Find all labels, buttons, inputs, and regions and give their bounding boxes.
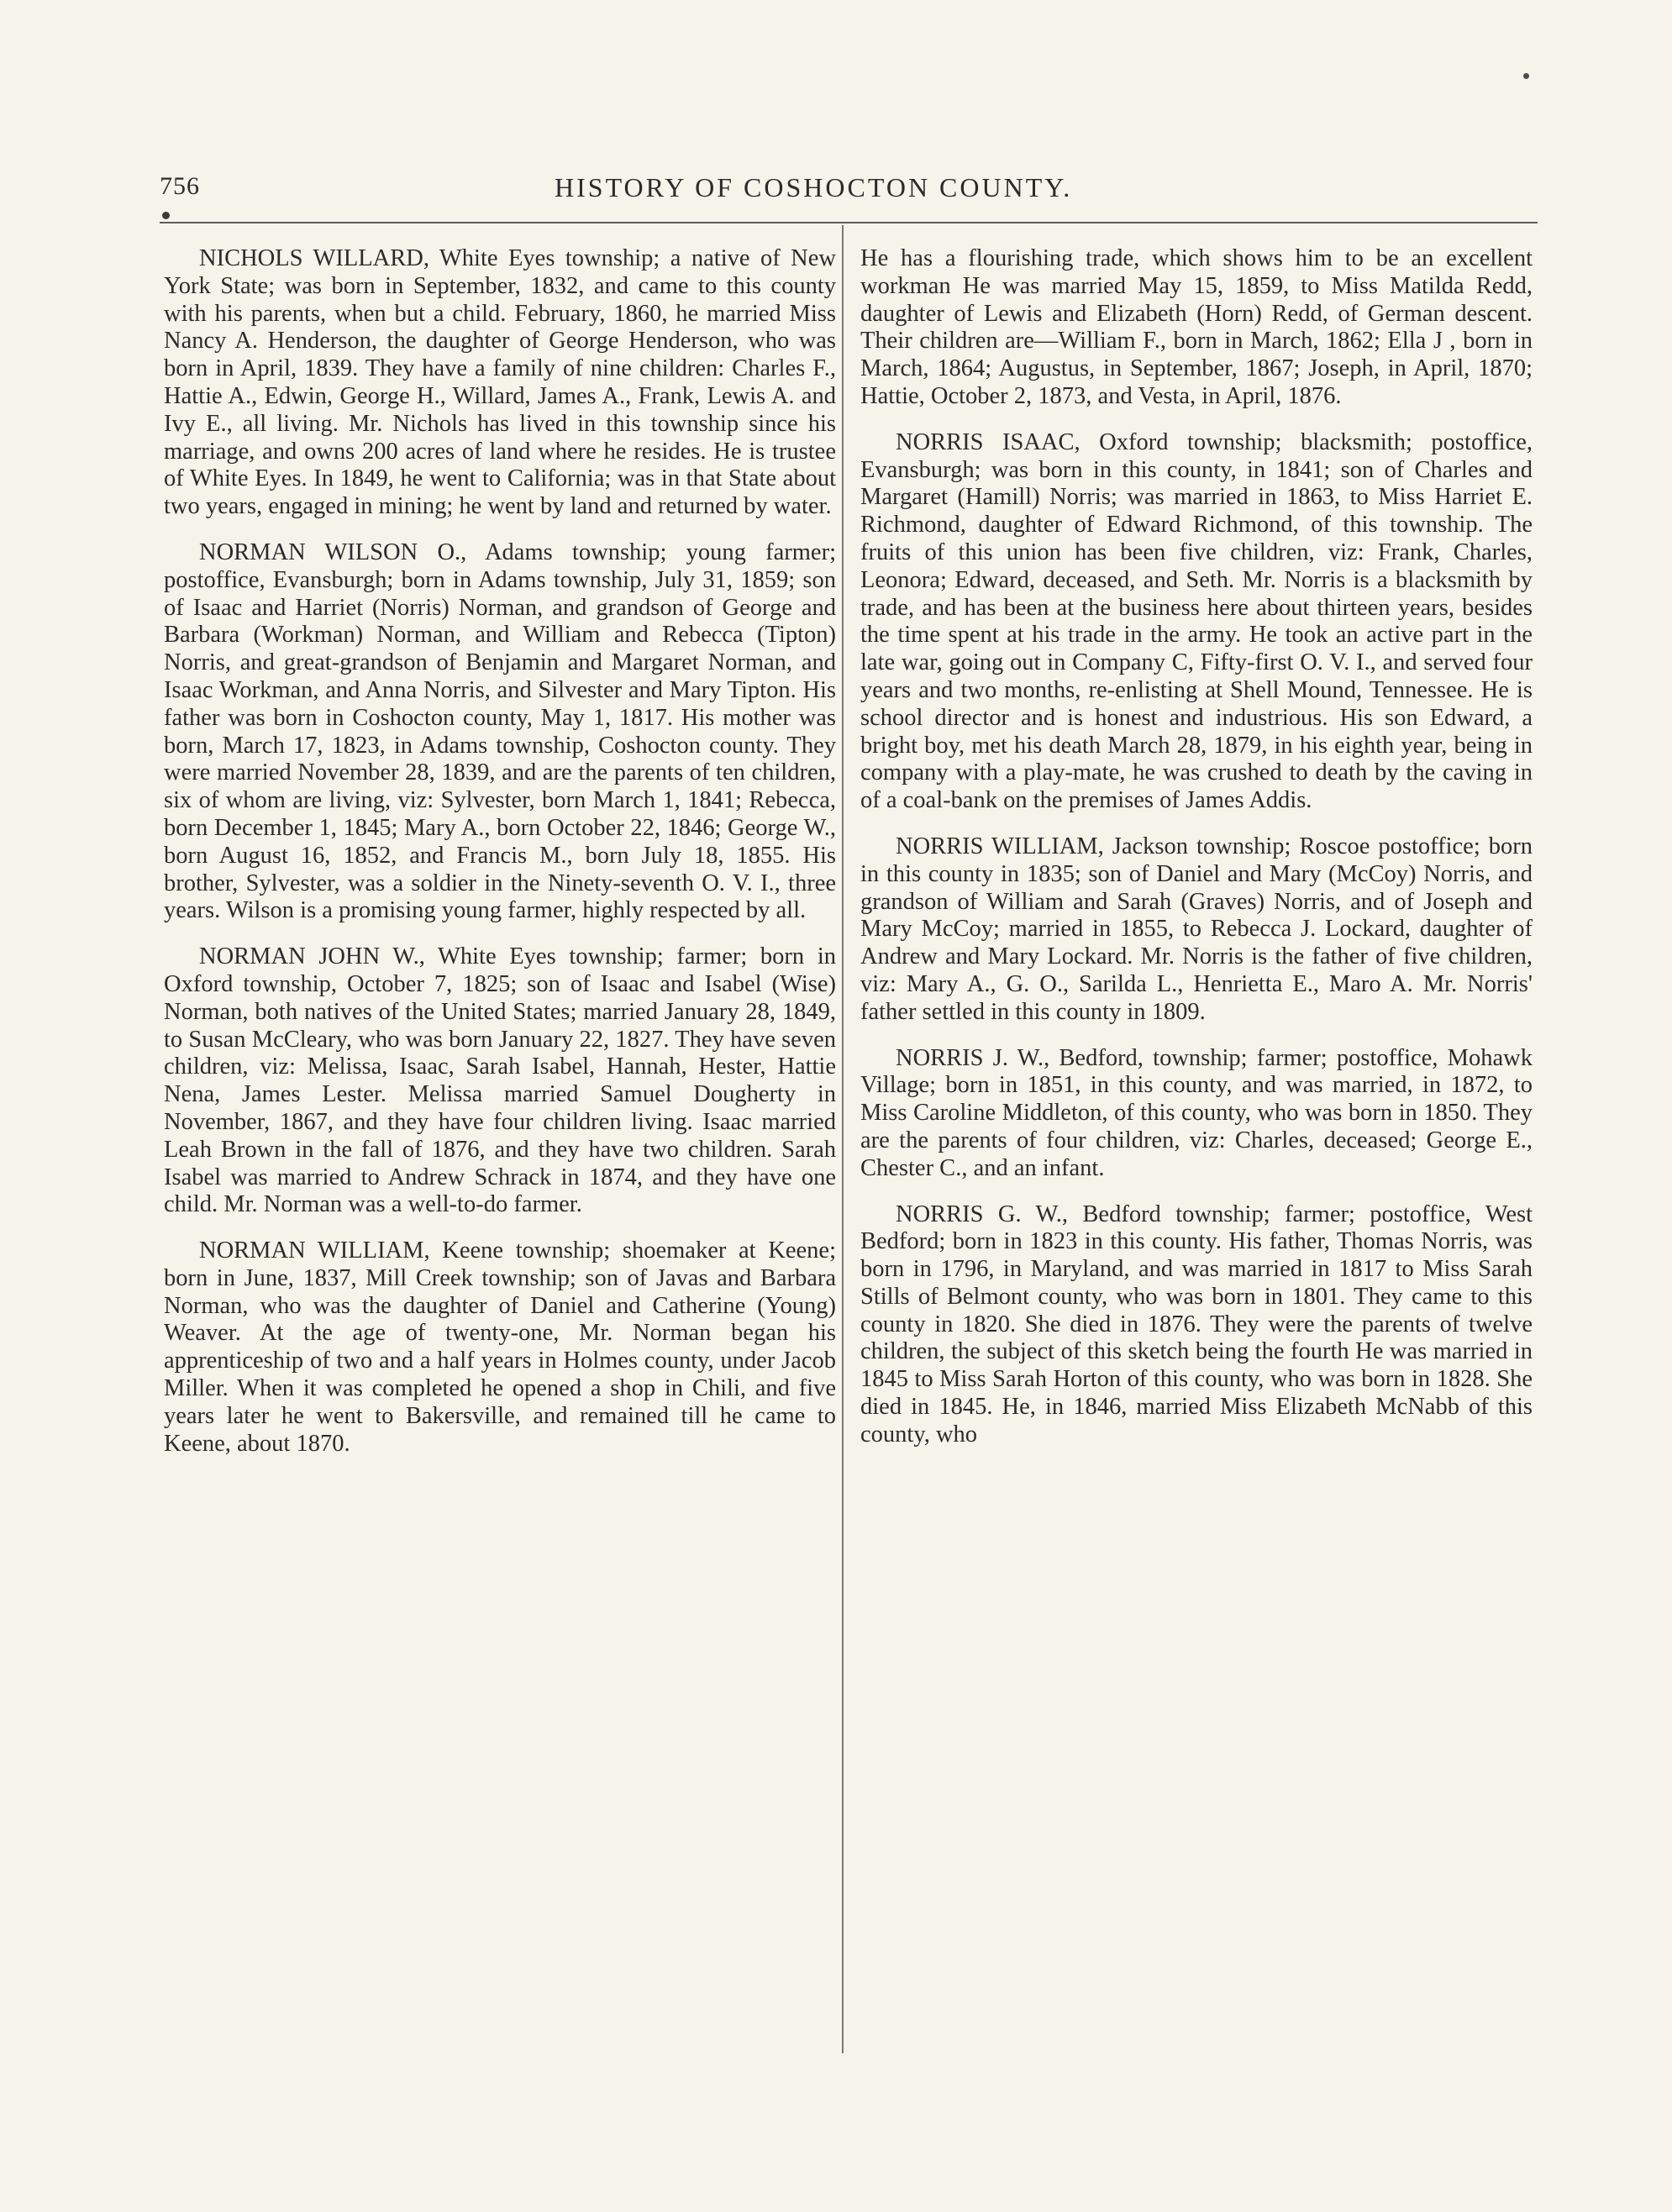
biography-entry: NICHOLS WILLARD, White Eyes township; a native of New York State; was born in September, 1832, and came to this county with his parents, when but a child. February, 1860, he married Miss Nancy A. Henderson, the daughter of George Henderson, who was born in April, 1839. They have a family of nine children: Charles F., Hattie A., Edwin, George H., Willard, James A., Frank, Lewis A. and Ivy E., all living. Mr. Nichols has lived in this township since his marriage, and owns 200 acres of land where he resides. He is trustee of White Eyes. In 1849, he went to California; was in that State about two years, engaged in mining; he went by land and returned by water. <box>164 245 836 520</box>
page-number: 756 <box>160 172 200 200</box>
running-title: HISTORY OF COSHOCTON COUNTY. <box>555 172 1073 202</box>
ink-speck <box>1523 73 1529 79</box>
header-bullet <box>162 212 170 219</box>
biography-entry: NORRIS J. W., Bedford, township; farmer; postoffice, Mohawk Village; born in 1851, in this county, and was married, in 1872, to Miss Caroline Middleton, of this county, who was born in 1850. They are the parents of four children, viz: Charles, deceased; George E., Chester C., and an infant. <box>860 1044 1533 1181</box>
page-header <box>160 172 1538 211</box>
biography-entry: NORRIS WILLIAM, Jackson township; Roscoe postoffice; born in this county in 1835; son of Daniel and Mary (McCoy) Norris, and grandson of William and Sarah (Graves) Norris, and of Joseph and Mary McCoy; married in 1855, to Rebecca J. Lockard, daughter of Andrew and Mary Lockard. Mr. Norris is the father of five children, viz: Mary A., G. O., Sarilda L., Henrietta E., Maro A. Mr. Norris' father settled in this county in 1809. <box>860 833 1533 1025</box>
biography-entry: NORMAN WILLIAM, Keene township; shoemaker at Keene; born in June, 1837, Mill Creek township; son of Javas and Barbara Norman, who was the daughter of Daniel and Catherine (Young) Weaver. At the age of twenty-one, Mr. Norman began his apprenticeship of two and a half years in Holmes county, under Jacob Miller. When it was completed he opened a shop in Chili, and five years later he went to Bakersville, and remained till he came to Keene, about 1870. <box>164 1237 836 1457</box>
biography-entry: NORRIS G. W., Bedford township; farmer; postoffice, West Bedford; born in 1823 in this county. His father, Thomas Norris, was born in 1796, in Maryland, and was married in 1817 to Miss Sarah Stills of Belmont county, who was born in 1801. They came to this county in 1820. She died in 1876. They were the parents of twelve children, the subject of this sketch being the fourth He was married in 1845 to Miss Sarah Horton of this county, who was born in 1828. She died in 1845. He, in 1846, married Miss Elizabeth McNabb of this county, who <box>860 1201 1533 1448</box>
right-column <box>860 245 1533 2052</box>
left-column <box>164 245 836 2052</box>
biography-entry: NORMAN WILSON O., Adams township; young farmer; postoffice, Evansburgh; born in Adams township, July 31, 1859; son of Isaac and Harriet (Norris) Norman, and grandson of George and Barbara (Workman) Norman, and William and Rebecca (Tipton) Norris, and great-grandson of Benjamin and Margaret Norman, and Isaac Workman, and Anna Norris, and Silvester and Mary Tipton. His father was born in Coshocton county, May 1, 1817. His mother was born, March 17, 1823, in Adams township, Coshocton county. They were married November 28, 1839, and are the parents of ten children, six of whom are living, viz: Sylvester, born March 1, 1841; Rebecca, born December 1, 1845; Mary A., born October 22, 1846; George W., born August 16, 1852, and Francis M., born July 18, 1855. His brother, Sylvester, was a soldier in the Ninety-seventh O. V. I., three years. Wilson is a promising young farmer, highly respected by all. <box>164 539 836 924</box>
biography-entry: NORMAN JOHN W., White Eyes township; farmer; born in Oxford township, October 7, 1825; son of Isaac and Isabel (Wise) Norman, both natives of the United States; married January 28, 1849, to Susan McCleary, who was born January 22, 1827. They have seven children, viz: Melissa, Isaac, Sarah Isabel, Hannah, Hester, Hattie Nena, James Lester. Melissa married Samuel Dougherty in November, 1867, and they have four children living. Isaac married Leah Brown in the fall of 1876, and they have two children. Sarah Isabel was married to Andrew Schrack in 1874, and they have one child. Mr. Norman was a well-to-do farmer. <box>164 943 836 1218</box>
biography-entry-continued: He has a flourishing trade, which shows him to be an excellent workman He was married May 15, 1859, to Miss Matilda Redd, daughter of Lewis and Elizabeth (Horn) Redd, of German descent. Their children are—William F., born in March, 1862; Ella J , born in March, 1864; Augustus, in September, 1867; Joseph, in April, 1870; Hattie, October 2, 1873, and Vesta, in April, 1876. <box>860 245 1533 409</box>
column-divider <box>842 225 844 2053</box>
biography-entry: NORRIS ISAAC, Oxford township; blacksmith; postoffice, Evansburgh; was born in this county, in 1841; son of Charles and Margaret (Hamill) Norris; was married in 1863, to Miss Harriet E. Richmond, daughter of Edward Richmond, of this township. The fruits of this union has been five children, viz: Frank, Charles, Leonora; Edward, deceased, and Seth. Mr. Norris is a blacksmith by trade, and has been at the business here about thirteen years, besides the time spent at his trade in the army. He took an active part in the late war, going out in Company C, Fifty-first O. V. I., and served four years and two months, re-enlisting at Shell Mound, Tennessee. He is school director and is honest and industrious. His son Edward, a bright boy, met his death March 28, 1879, in his eighth year, being in company with a play-mate, he was crushed to death by the caving in of a coal-bank on the premises of James Addis. <box>860 428 1533 814</box>
header-rule <box>160 222 1538 223</box>
